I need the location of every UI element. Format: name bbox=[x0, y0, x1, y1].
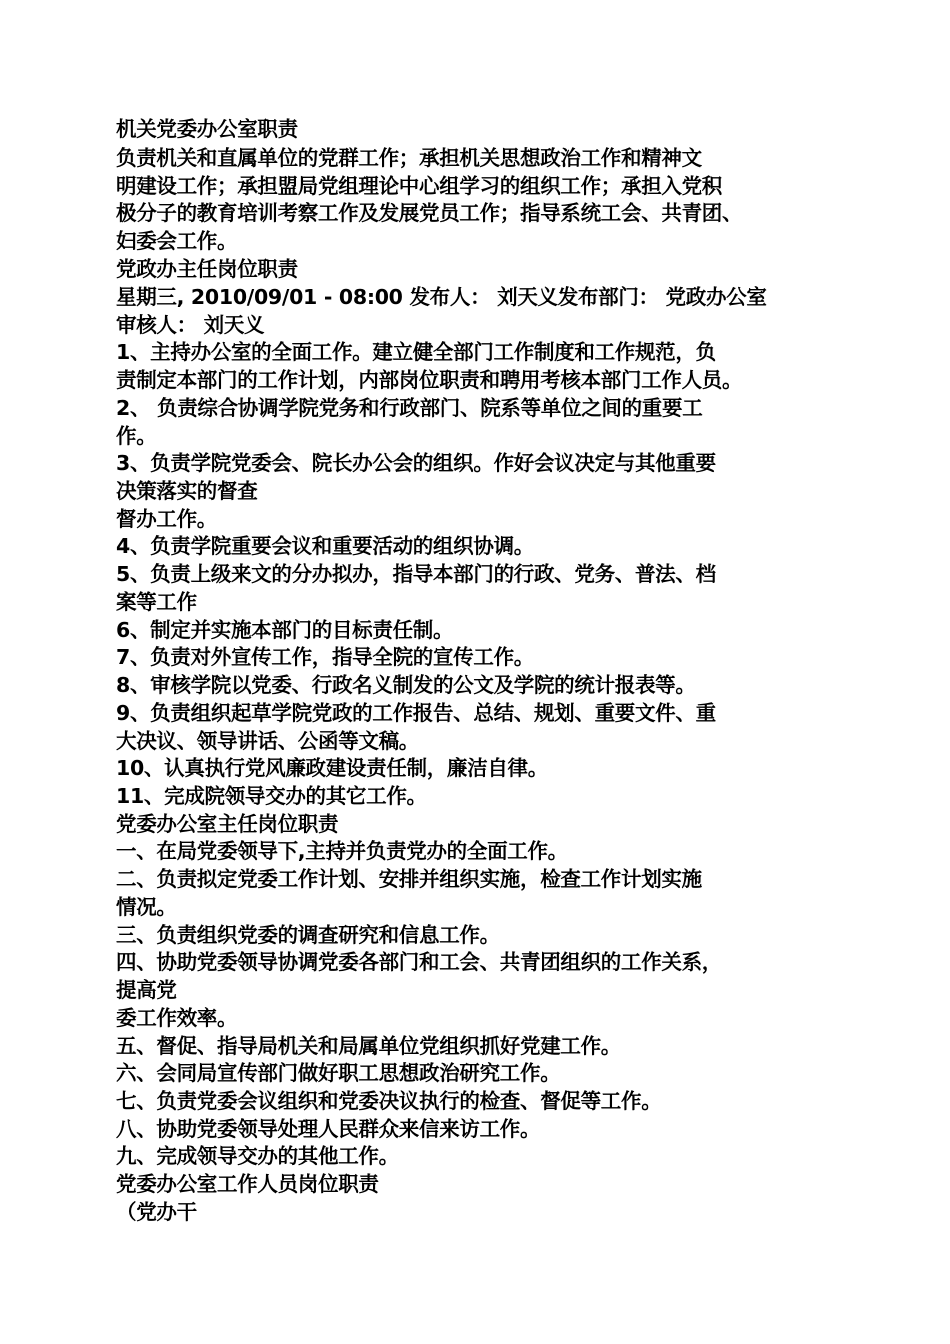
text-line: 三、负责组织党委的调查研究和信息工作。 bbox=[116, 923, 500, 947]
text-line: 负责机关和直属单位的党群工作；承担机关思想政治工作和精神文 bbox=[116, 146, 702, 170]
text-line: 2、 负责综合协调学院党务和行政部门、院系等单位之间的重要工 bbox=[116, 396, 703, 420]
text-line: 6、制定并实施本部门的目标责任制。 bbox=[116, 618, 454, 642]
text-line: 大决议、领导讲话、公函等文稿。 bbox=[116, 729, 419, 753]
text-line: 责制定本部门的工作计划，内部岗位职责和聘用考核本部门工作人员。 bbox=[116, 368, 743, 392]
text-line: 情况。 bbox=[116, 895, 177, 919]
text-line: 9、负责组织起草学院党政的工作报告、总结、规划、重要文件、重 bbox=[116, 701, 716, 725]
text-line: 明建设工作；承担盟局党组理论中心组学习的组织工作；承担入党积 bbox=[116, 174, 722, 198]
text-line: 案等工作 bbox=[116, 590, 197, 614]
text-line: 8、审核学院以党委、行政名义制发的公文及学院的统计报表等。 bbox=[116, 673, 696, 697]
text-line: 委工作效率。 bbox=[116, 1006, 238, 1030]
heading-party-office-duties: 机关党委办公室职责 bbox=[116, 117, 298, 141]
text-line: 四、协助党委领导协调党委各部门和工会、共青团组织的工作关系， bbox=[116, 950, 722, 974]
text-line: 提高党 bbox=[116, 978, 177, 1002]
text-line: 八、协助党委领导处理人民群众来信来访工作。 bbox=[116, 1117, 541, 1141]
text-line: 九、完成领导交办的其他工作。 bbox=[116, 1144, 399, 1168]
text-line: 决策落实的督查 bbox=[116, 479, 258, 503]
text-line: 七、负责党委会议组织和党委决议执行的检查、督促等工作。 bbox=[116, 1089, 662, 1113]
text-line: 极分子的教育培训考察工作及发展党员工作；指导系统工会、共青团、 bbox=[116, 201, 743, 225]
heading-director-duties: 党政办主任岗位职责 bbox=[116, 257, 298, 281]
text-line: 5、负责上级来文的分办拟办，指导本部门的行政、党务、普法、档 bbox=[116, 562, 716, 586]
text-line: 五、督促、指导局机关和局属单位党组织抓好党建工作。 bbox=[116, 1034, 621, 1058]
heading-party-office-staff-duties: 党委办公室工作人员岗位职责 bbox=[116, 1172, 379, 1196]
text-line: 1、主持办公室的全面工作。建立健全部门工作制度和工作规范，负 bbox=[116, 340, 716, 364]
text-line: 作。 bbox=[116, 424, 157, 448]
text-line: （党办干 bbox=[116, 1200, 197, 1224]
text-line: 7、负责对外宣传工作，指导全院的宣传工作。 bbox=[116, 645, 534, 669]
text-line: 3、负责学院党委会、院长办公会的组织。作好会议决定与其他重要 bbox=[116, 451, 716, 475]
text-line: 妇委会工作。 bbox=[116, 229, 238, 253]
text-line: 一、在局党委领导下,主持并负责党办的全面工作。 bbox=[116, 839, 568, 863]
text-line: 4、负责学院重要会议和重要活动的组织协调。 bbox=[116, 534, 534, 558]
text-line: 六、会同局宣传部门做好职工思想政治研究工作。 bbox=[116, 1061, 561, 1085]
text-line: 督办工作。 bbox=[116, 507, 217, 531]
post-meta-line: 星期三, 2010/09/01 - 08:00 发布人： 刘天义发布部门： 党政办公室 bbox=[116, 285, 767, 309]
text-line: 10、认真执行党风廉政建设责任制，廉洁自律。 bbox=[116, 756, 548, 780]
reviewer-line: 审核人： 刘天义 bbox=[116, 313, 265, 337]
heading-party-office-director-duties: 党委办公室主任岗位职责 bbox=[116, 812, 339, 836]
text-line: 二、负责拟定党委工作计划、安排并组织实施，检查工作计划实施 bbox=[116, 867, 702, 891]
text-line: 11、完成院领导交办的其它工作。 bbox=[116, 784, 427, 808]
